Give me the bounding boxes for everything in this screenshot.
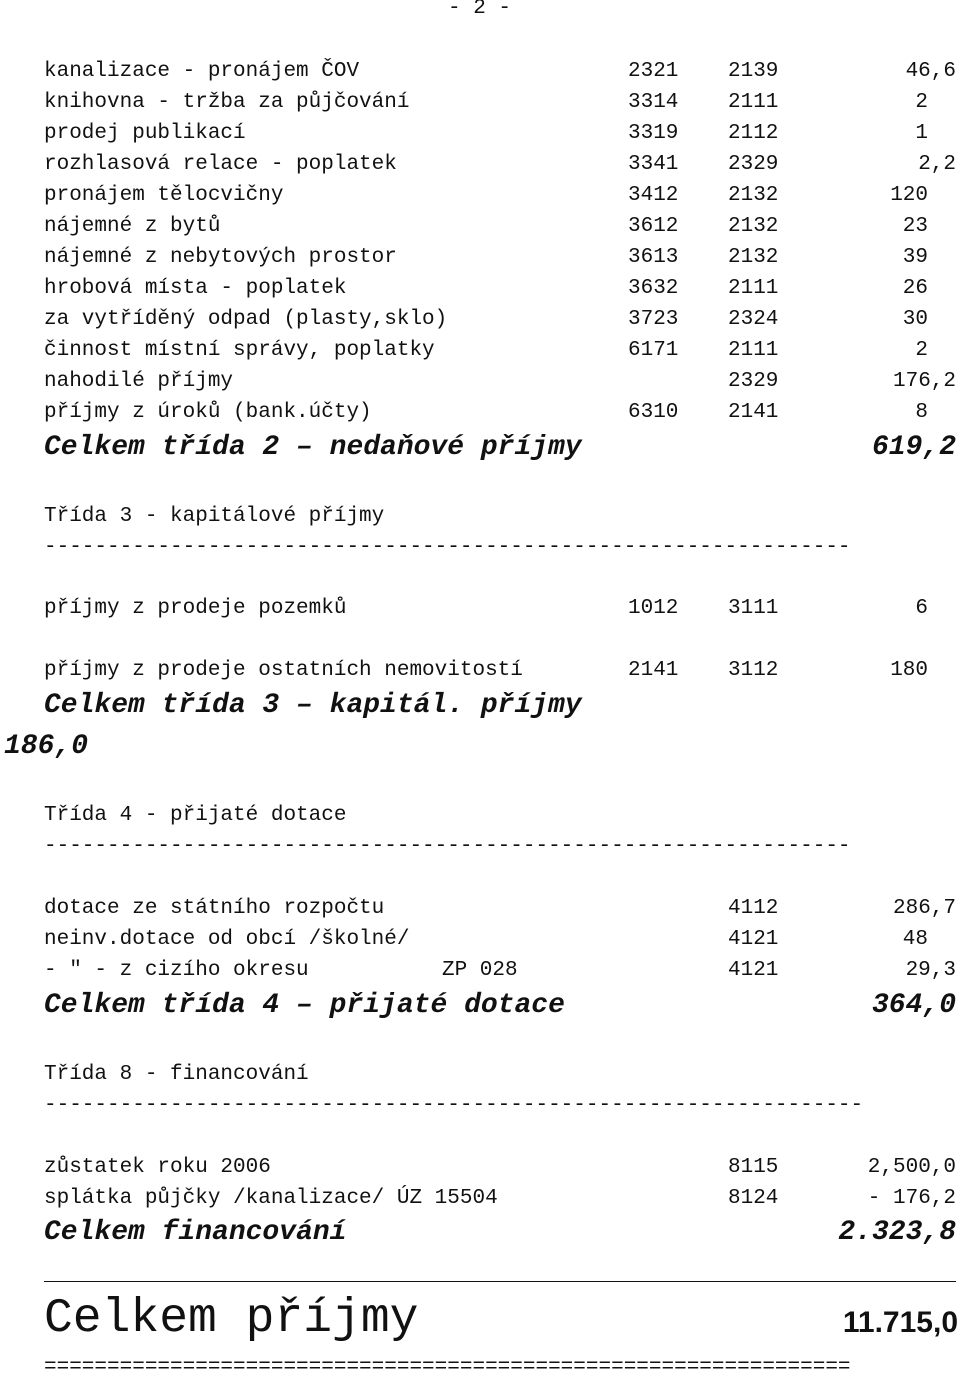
row-label: činnost místní správy, poplatky — [44, 339, 435, 362]
row-label: nájemné z bytů — [44, 215, 221, 238]
row-label: pronájem tělocvičny — [44, 184, 284, 207]
row-amount: 176,2 — [892, 370, 956, 393]
row-item: 4112 — [728, 897, 779, 920]
row-label: příjmy z prodeje ostatních nemovitostí — [44, 659, 523, 682]
row-label: - " - z cizího okresu — [44, 959, 309, 982]
total-financing-label: Celkem financování — [44, 1217, 347, 1248]
row-amount: 8 — [915, 401, 928, 424]
row-item: 2329 — [728, 153, 779, 176]
row-paragraph: 3341 — [628, 153, 679, 176]
total-class2-amount: 619,2 — [871, 432, 956, 463]
row-label: příjmy z úroků (bank.účty) — [44, 401, 372, 424]
grand-total-double-rule: ================================================================ — [44, 1357, 851, 1379]
row-item: 2324 — [728, 308, 779, 331]
row-item: 3112 — [728, 659, 779, 682]
row-amount: - 176,2 — [867, 1187, 956, 1210]
row-item: 8124 — [728, 1187, 779, 1210]
row-amount: 30 — [902, 308, 928, 331]
row-amount: 2,500,0 — [867, 1156, 956, 1179]
row-label: kanalizace - pronájem ČOV — [44, 60, 360, 83]
row-item: 4121 — [728, 959, 779, 982]
row-label: prodej publikací — [44, 122, 246, 145]
row-amount: 2 — [915, 339, 928, 362]
row-paragraph: 6310 — [628, 401, 679, 424]
row-amount: 286,7 — [892, 897, 956, 920]
class4-separator: ---------------------------------------------------------------- — [44, 835, 851, 858]
row-item: 2139 — [728, 60, 779, 83]
row-label: splátka půjčky /kanalizace/ ÚZ 15504 — [44, 1187, 498, 1210]
row-item: 2132 — [728, 184, 779, 207]
row-amount: 2 — [915, 91, 928, 114]
row-amount: 2,2 — [918, 153, 956, 176]
row-paragraph: 3723 — [628, 308, 679, 331]
class3-heading: Třída 3 - kapitálové příjmy — [44, 505, 385, 528]
class8-heading: Třída 8 - financování — [44, 1063, 309, 1086]
row-item: 2132 — [728, 246, 779, 269]
row-item: 2111 — [728, 91, 779, 114]
row-paragraph: 1012 — [628, 597, 679, 620]
grand-total-amount: 11.715,0 — [842, 1306, 958, 1339]
row-item: 2141 — [728, 401, 779, 424]
row-paragraph: 3632 — [628, 277, 679, 300]
row-label: nahodilé příjmy — [44, 370, 234, 393]
row-item: 2111 — [728, 277, 779, 300]
row-label: knihovna - tržba za půjčování — [44, 91, 410, 114]
row-amount: 23 — [902, 215, 928, 238]
row-label: hrobová místa - poplatek — [44, 277, 347, 300]
class8-separator: ----------------------------------------------------------------- — [44, 1094, 864, 1117]
row-paragraph: 3612 — [628, 215, 679, 238]
row-item: 8115 — [728, 1156, 779, 1179]
row-label: nájemné z nebytových prostor — [44, 246, 397, 269]
row-label: zůstatek roku 2006 — [44, 1156, 271, 1179]
total-class3-label: Celkem třída 3 – kapitál. příjmy — [44, 690, 582, 721]
row-paragraph: 3412 — [628, 184, 679, 207]
row-amount: 120 — [890, 184, 928, 207]
row-paragraph: 3319 — [628, 122, 679, 145]
row-amount: 48 — [902, 928, 928, 951]
row-amount: 26 — [902, 277, 928, 300]
row-amount: 46,6 — [905, 60, 956, 83]
row-label: za vytříděný odpad (plasty,sklo) — [44, 308, 448, 331]
total-class4-amount: 364,0 — [871, 990, 956, 1021]
total-financing-amount: 2.323,8 — [838, 1217, 956, 1248]
total-class4-label: Celkem třída 4 – přijaté dotace — [44, 990, 565, 1021]
grand-total-top-rule — [44, 1281, 956, 1282]
row-paragraph: 2321 — [628, 60, 679, 83]
grand-total-label: Celkem příjmy — [44, 1292, 419, 1346]
row-label: neinv.dotace od obcí /školné/ — [44, 928, 410, 951]
row-item: 2112 — [728, 122, 779, 145]
row-item: 2111 — [728, 339, 779, 362]
row-paragraph: 3314 — [628, 91, 679, 114]
row-label: dotace ze státního rozpočtu — [44, 897, 385, 920]
row-item: 2329 — [728, 370, 779, 393]
row-item: 2132 — [728, 215, 779, 238]
row-label: rozhlasová relace - poplatek — [44, 153, 397, 176]
row-note: ZP 028 — [442, 959, 518, 982]
total-class3-amount: 186,0 — [4, 731, 89, 762]
row-amount: 6 — [915, 597, 928, 620]
class3-separator: ---------------------------------------------------------------- — [44, 536, 851, 559]
row-amount: 39 — [902, 246, 928, 269]
row-paragraph: 6171 — [628, 339, 679, 362]
row-amount: 29,3 — [905, 959, 956, 982]
row-amount: 1 — [915, 122, 928, 145]
row-paragraph: 3613 — [628, 246, 679, 269]
row-label: příjmy z prodeje pozemků — [44, 597, 347, 620]
total-class2-label: Celkem třída 2 – nedaňové příjmy — [44, 432, 582, 463]
row-paragraph: 2141 — [628, 659, 679, 682]
page-number: - 2 - — [448, 0, 512, 20]
row-item: 4121 — [728, 928, 779, 951]
row-amount: 180 — [890, 659, 928, 682]
row-item: 3111 — [728, 597, 779, 620]
class4-heading: Třída 4 - přijaté dotace — [44, 804, 347, 827]
